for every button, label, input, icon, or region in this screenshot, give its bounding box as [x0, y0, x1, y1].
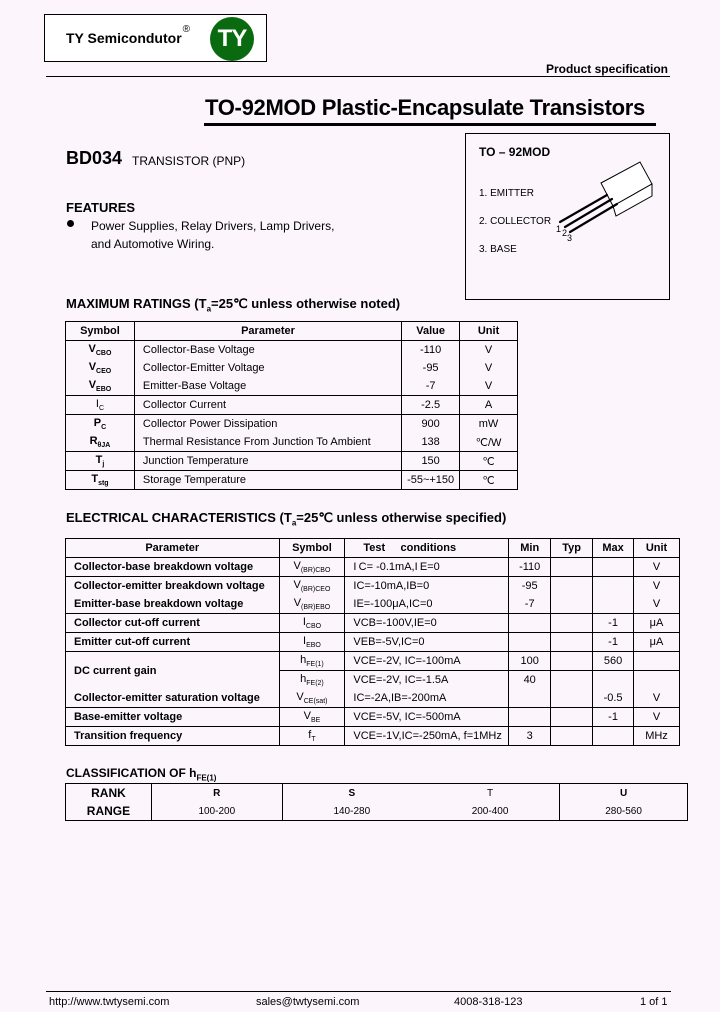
classification-heading: CLASSIFICATION OF $h_{FE(1)}$ [66, 766, 217, 783]
electrical-table [65, 538, 680, 746]
pin-label: 3. BASE [479, 244, 517, 255]
part-description: TRANSISTOR (PNP) [132, 154, 246, 168]
classification-table [65, 783, 688, 821]
table-row: Emitter-base breakdown voltage $V_{(BR)EBO}$ IE=-100μA,IC=0 -7 V [66, 595, 680, 614]
registered-mark: ® [182, 24, 191, 35]
table-header-row: Parameter Symbol Test conditions Min Typ Max Unit [66, 539, 680, 558]
header-divider [46, 76, 670, 77]
table-row: $I_C$ Collector Current -2.5 A [66, 396, 518, 415]
electrical-heading: ELECTRICAL CHARACTERISTICS ($T_a=25℃$ unless otherwise specified) [66, 510, 507, 528]
pin-label: 1. EMITTER [479, 188, 535, 199]
table-row: Base-emitter voltage $V_{BE}$ VCE=-5V, IC=-500mA -1 V [66, 708, 680, 727]
logo-badge: TY [210, 17, 254, 61]
page-number: 1 of 1 [640, 996, 668, 1008]
features-heading: FEATURES [66, 200, 136, 215]
svg-text:1: 1 [556, 224, 562, 234]
table-row: Transition frequency $f_T$ VCE=-1V,IC=-250mA, f=1MHz 3 MHz [66, 727, 680, 746]
title-underline [204, 123, 656, 126]
footer-url[interactable]: http://www.twtysemi.com [49, 996, 170, 1008]
doc-type: Product specification [545, 62, 668, 76]
footer-phone: 4008-318-123 [454, 996, 523, 1008]
table-row: $V_{CEO}$ Collector-Emitter Voltage -95 V [66, 359, 518, 377]
footer-divider [46, 991, 671, 992]
page-title: TO-92MOD Plastic-Encapsulate Transistors [205, 95, 645, 120]
table-row: $R_{\theta JA}$ Thermal Resistance From Junction To Ambient 138 ℃/W [66, 433, 518, 452]
package-name: TO – 92MOD [479, 145, 551, 159]
max-ratings-table [65, 321, 518, 490]
table-row: $V_{EBO}$ Emitter-Base Voltage -7 V [66, 377, 518, 396]
footer-email[interactable]: sales@twtysemi.com [256, 996, 360, 1008]
bullet-icon [67, 220, 74, 227]
feature-line: Power Supplies, Relay Drivers, Lamp Drivers, [91, 219, 335, 233]
max-ratings-heading: MAXIMUM RATINGS ($T_a=25℃$ unless otherwise noted) [66, 296, 401, 314]
feature-line: and Automotive Wiring. [91, 237, 215, 251]
company-name: TY Semicondutor [66, 30, 182, 46]
table-row: $h_{FE(2)}$ VCE=-2V, IC=-1.5A 40 [66, 671, 680, 690]
table-row: Collector-emitter saturation voltage $V_{CE(sat)}$ IC=-2A,IB=-200mA -0.5 V [66, 689, 680, 708]
range-row: RANGE 100-200 140-280 200-400 280-560 [66, 802, 688, 821]
table-header-row: Symbol Parameter Value Unit [66, 322, 518, 341]
pin-label: 2. COLLECTOR [479, 216, 552, 227]
table-row: Collector-emitter breakdown voltage $V_{(BR)CEO}$ IC=-10mA,IB=0 -95 V [66, 577, 680, 596]
svg-text:3: 3 [567, 233, 573, 243]
table-row: $P_C$ Collector Power Dissipation 900 mW [66, 415, 518, 434]
table-row: Collector-base breakdown voltage $V_{(BR)CBO}$ I C= -0.1mA,I E=0 -110 V [66, 558, 680, 577]
company-logo [44, 14, 267, 62]
table-row: DC current gain $h_{FE(1)}$ VCE=-2V, IC=-100mA 100 560 [66, 652, 680, 671]
package-diagram [465, 133, 670, 300]
table-row: $T_j$ Junction Temperature 150 ℃ [66, 452, 518, 471]
transistor-package-icon [556, 154, 668, 254]
table-row: $T_{stg}$ Storage Temperature -55~+150 ℃ [66, 471, 518, 490]
part-number: BD034 [66, 148, 123, 168]
svg-text:2: 2 [562, 228, 568, 238]
table-row: Emitter cut-off current $I_{EBO}$ VEB=-5V,IC=0 -1 μA [66, 633, 680, 652]
table-row: $V_{CBO}$ Collector-Base Voltage -110 V [66, 341, 518, 360]
rank-row: RANK R S T U [66, 784, 688, 803]
table-row: Collector cut-off current $I_{CBO}$ VCB=-100V,IE=0 -1 μA [66, 614, 680, 633]
